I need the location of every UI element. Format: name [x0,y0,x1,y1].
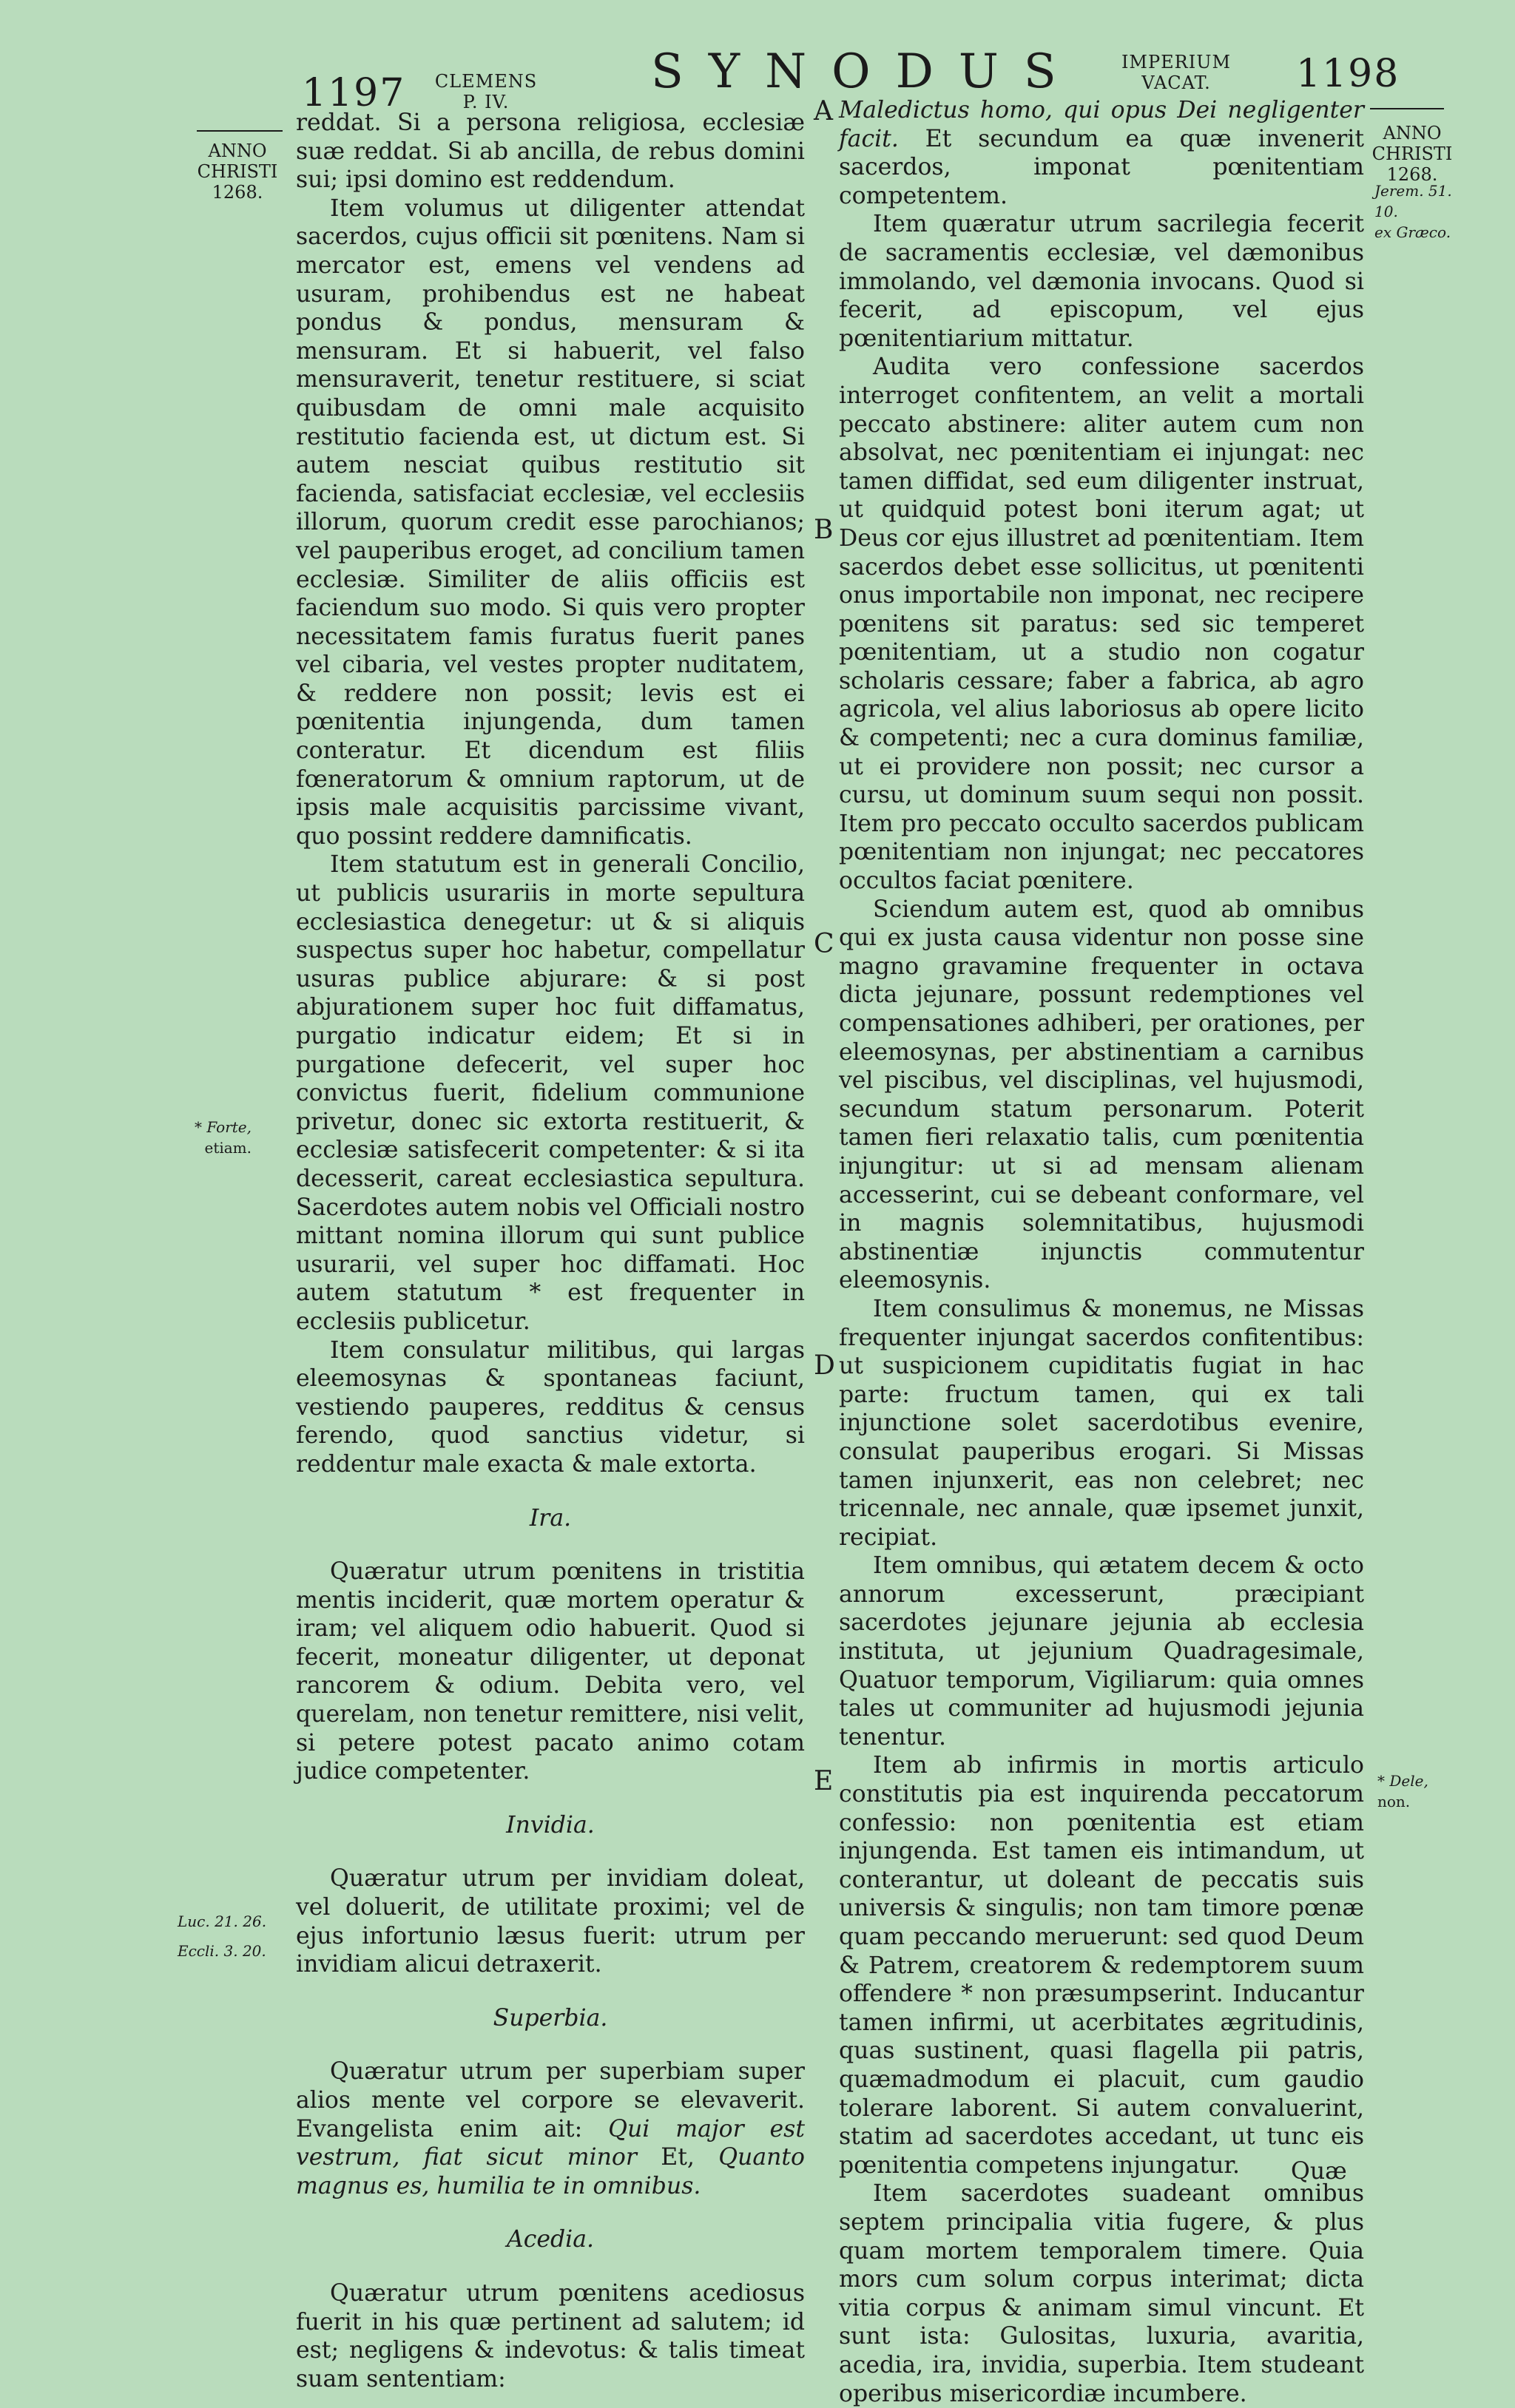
paragraph: Sciendum autem est, quod ab omnibus qui ex justa causa videntur non posse sine magno gravamine frequenter in octava dicta jejunare, possunt redemptiones vel compensationes adhiberi, per orationes, per eleemosynas, per abstinentiam a carnibus vel piscibus, vel disciplinas, vel hujusmodi, secundum statum personarum. Poterit tamen fieri relaxatio talis, cum pœnitentia injungitur: ut si ad mensam alienam accesserint, cui se debeant conformare, vel in magnis solemnitatibus, hujusmodi abstinentiæ injunctis commutentur eleemosynis. [839,896,1364,1294]
margin-year-left [197,141,278,203]
running-head-left-line1: CLEMENS [434,71,538,92]
paragraph: Item consulimus & monemus, ne Missas frequenter injungat sacerdos confitentibus: ut suspicionem cupiditatis fugiat in hac parte: fructum tamen, qui ex tali injunctione solet sacerdotibus evenire, consulat pauperibus erogari. Si Missas tamen injunxerit, eas non celebret; nec tricennale, nec annale, quæ ipsemet junxit, recipiat. [839,1295,1364,1551]
paragraph: Item sacerdotes suadeant omnibus septem principalia vitia fugere, & plus quam mortem temporalem timere. Quia mors cum solum corpus interimat; dicta vitia corpus & animam simul vincunt. Et sunt ista: Gulositas, luxuria, avaritia, acedia, ira, invidia, superbia. Item studeant operibus misericordiæ incumbere. [839,2180,1364,2407]
margin-rule-left [197,130,283,132]
margin-note-line: * Forte, [195,1118,252,1136]
running-head-left-line2: P. IV. [462,92,510,112]
section-heading-acedia: Acedia. [506,2226,595,2253]
paragraph: Audita vero confessione sacerdos interroget confitentem, an velit a mortali peccato abstinere: aliter autem cum non absolvat, nec pœnitentiam ei injungat: nec tamen diffidat, sed eum diligenter instruat, ut quidquid potest boni iterum agat; ut Deus cor ejus illustret ad pœnitentiam. Item sacerdos debet esse sollicitus, ut pœnitenti onus importabile non imponat, nec recipere pœnitens sit paratus: sed sic temperet pœnitentiam, ut a studio non cogatur scholaris cessare; faber a fabrica, ab agro agricola, vel alius laboriosus ab opere licito & competenti; nec a cura dominus familiæ, ut ei providere non possit; nec cursor a cursu, ut dominum suum sequi non possit. Item pro peccato occulto sacerdos publicam pœnitentiam non injungat; nec peccatores occultos faciat pœnitere. [839,354,1364,895]
margin-note-line: ex Græco. [1374,223,1451,241]
running-head-right [1113,52,1239,93]
running-head-right-line1: IMPERIUM [1121,52,1232,72]
margin-note-dele [1377,1771,1428,1812]
paragraph: Item consulatur militibus, qui largas eleemosynas & spontaneas faciunt, vestiendo pauperes, redditus & census ferendo, quod sanctius videtur, si reddentur male exacta & male extorta. [296,1336,805,1478]
section-heading-ira: Ira. [529,1504,572,1532]
paragraph: Item volumus ut diligenter attendat sacerdos, cujus officii sit pœnitens. Nam si mercator est, emens vel vendens ad usuram, prohibendus est ne habeat pondus & pondus, mensuram & mensuram. Et si habuerit, vel falso mensuraverit, tenetur restituere, si sciat quibusdam de omni male acquisito restitutio facienda est, ut dictum est. Si autem nesciat quibus restitutio sit facienda, satisfaciat ecclesiæ, vel ecclesiis illorum, quorum credit esse parochianos; vel pauperibus eroget, ad concilium tamen ecclesiæ. Similiter de aliis officiis est faciendum suo modo. Si quis vero propter necessitatem famis furatus fuerit panes vel cibaria, vel vestes propter nuditatem, & reddere non possit; levis est ei pœnitentia injungenda, dum tamen conteratur. Et dicendum est filiis fœneratorum & omnium raptorum, ut de ipsis male acquisitis parcissime vivant, quo possint reddere damnificatis. [296,195,805,850]
text-run: Quæratur utrum per superbiam super alios mente vel corpore se elevaverit. Evangelista enim ait: [296,2058,805,2142]
margin-note-line: 10. [1374,203,1398,220]
margin-note-eccli: Eccli. 3. 20. [178,1942,266,1960]
scripture-quote: Quanto magnus es, humilia te in omnibus. [296,2144,806,2199]
paragraph: Quæratur utrum per invidiam doleat, vel doluerit, de utilitate proximi; vel de ejus infortunio læsus fuerit: utrum per invidiam alicui detraxerit. [296,1865,805,1978]
scripture-quote: Maledictus homo, qui opus Dei negligenter facit. [839,97,1364,152]
running-head-right-line2: VACAT. [1141,72,1211,93]
margin-note-luc: Luc. 21. 26. [178,1912,267,1930]
page-number-right: 1198 [1296,52,1400,96]
section-mark-b: B [814,515,834,545]
section-mark-d: D [814,1350,835,1381]
paragraph-superbia [296,2057,805,2200]
section-heading-invidia: Invidia. [506,1811,595,1839]
paragraph: Quæratur utrum pœnitens acediosus fuerit in his quæ pertinent ad salutem; id est; negligens & indevotus: & talis timeat suam sententiam: [296,2279,805,2392]
margin-year-right [1371,123,1453,185]
section-mark-c: C [814,929,834,959]
margin-year-right-line: CHRISTI [1371,143,1453,164]
left-column [296,109,805,2393]
paragraph: Item statutum est in generali Concilio, ut publicis usurariis in morte sepultura ecclesiastica denegetur: ut & si aliquis suspectus super hoc habetur, compellatur usuras publice abjurare: & si post abjurationem super hoc fuit diffamatus, purgatio indicatur eidem; Et si in purgatione defecerit, vel super hoc convictus fuerit, fidelium communione privetur, donec sic extorta restituerit, & ecclesiæ satisfecerit competenter: & si ita decesserit, careat ecclesiastica sepultura. Sacerdotes autem nobis vel Officiali nostro mittant nomina illorum qui sunt publice usurarii, vel super hoc diffamati. Hoc autem statutum * est frequenter in ecclesiis publicetur. [296,851,805,1335]
catchword: Quæ [1291,2158,1347,2185]
margin-note-forte [170,1117,252,1158]
text-run: Et secundum ea quæ invenerit sacerdos, imponat pœnitentiam competentem. [839,125,1364,209]
right-column [839,96,1364,2408]
margin-year-left-line: CHRISTI [197,161,278,182]
section-mark-a: A [814,96,833,126]
running-head-left [431,71,541,112]
margin-note-jerem [1374,180,1452,243]
paragraph: Item ab infirmis in mortis articulo constitutis pia est inquirenda peccatorum confessio: non pœnitentia est etiam injungenda. Est tamen eis intimandum, ut conterantur, ut doleant de peccatis suis universis & singulis; non tam timore pœnæ quam peccando meruerunt: sed quod Deum & Patrem, creatorem & redemptorem suum offendere * non præsumpserint. Inducantur tamen infirmi, ut acerbitates ægritudinis, quas sustinent, quasi flagella pii patris, quæmadmodum ei placuit, cum gaudio tolerare laborent. Si autem convaluerint, statim ad sacerdotes accedant, ut tunc eis pœnitentia competens injungatur. [839,1752,1364,2179]
text-run: Et, [661,2144,695,2171]
page-title: SYNODUS [651,44,1082,99]
margin-rule-right [1370,108,1444,109]
page-number-left: 1197 [302,71,406,115]
paragraph: Item quæratur utrum sacrilegia fecerit de sacramentis ecclesiæ, vel dæmonibus immolando, vel dæmonia invocans. Quod si fecerit, ad episcopum, vel ejus pœnitentiarium mittatur. [839,211,1364,352]
margin-year-left-line: ANNO [208,141,267,161]
margin-note-line: non. [1377,1793,1411,1810]
paragraph [839,96,1364,210]
section-heading-superbia: Superbia. [493,2004,608,2032]
paragraph: Quæratur utrum pœnitens in tristitia mentis inciderit, quæ mortem operatur & iram; vel aliquem odio habuerit. Quod si fecerit, moneatur diligenter, ut deponat rancorem & odium. Debita vero, vel querelam, non tenetur remittere, nisi velit, si petere potest pacato animo cotam judice competenter. [296,1558,805,1785]
margin-note-line: * Dele, [1377,1772,1428,1790]
scripture-quote: Qui major est vestrum, fiat sicut minor [296,2115,806,2171]
margin-note-line: etiam. [204,1139,252,1157]
paragraph: reddat. Si a persona religiosa, ecclesiæ suæ reddat. Si ab ancilla, de rebus domini sui; ipsi domino est reddendum. [296,109,805,194]
margin-year-right-line: ANNO [1383,123,1442,143]
margin-year-right-line: 1268. [1386,164,1438,185]
margin-year-left-line: 1268. [212,182,263,203]
section-mark-e: E [814,1766,834,1796]
margin-note-line: Jerem. 51. [1374,182,1452,200]
paragraph: Item omnibus, qui ætatem decem & octo annorum excesserunt, præcipiant sacerdotes jejunare jejunia ab ecclesia instituta, ut jejunium Quadragesimale, Quatuor temporum, Vigiliarum: quia omnes tales ut communiter ad hujusmodi jejunia tenentur. [839,1552,1364,1751]
